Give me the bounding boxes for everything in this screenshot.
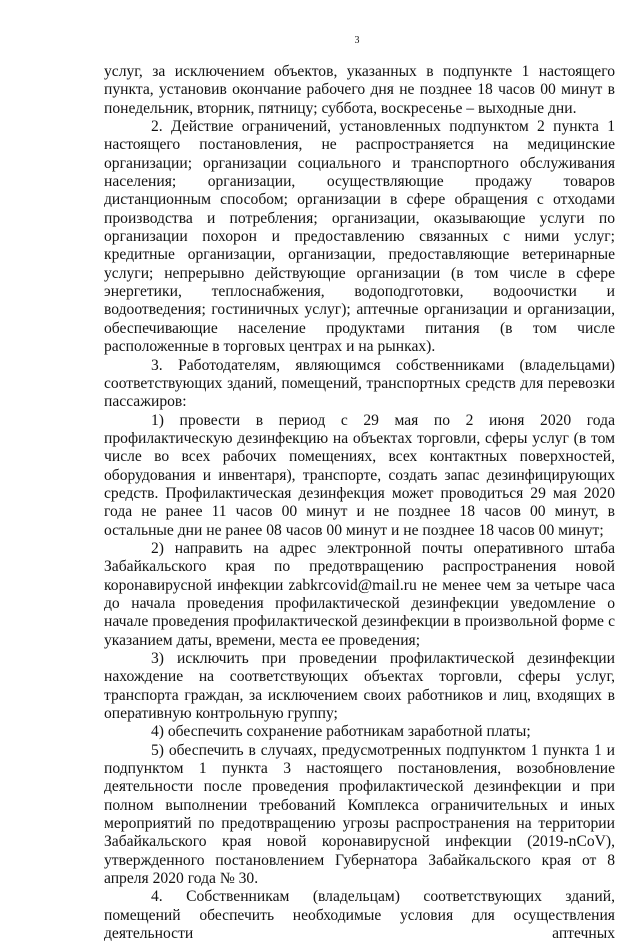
paragraph-item-3: 3. Работодателям, являющимся собственниками (владельцами) соответствующих зданий, помещений, транспортных средств для перевозки пассажиров: bbox=[104, 356, 615, 411]
subparagraph-3-4: 4) обеспечить сохранение работникам заработной платы; bbox=[151, 723, 531, 741]
subparagraph-3-1: 1) провести в период с 29 мая по 2 июня 2020 года профилактическую дезинфекцию на объектах торговли, сферы услуг (в том числе во всех рабочих помещениях, всех контактных поверхностей, оборудования и инвентаря), транспорте, создать запас дезинфицирующих средств. Профилактическая дезинфекция может проводиться 29 мая 2020 года не ранее 11 часов 00 минут и не позднее 18 часов 00 минут, в остальные дни не ранее 08 часов 00 минут и не позднее 18 часов 00 минут; bbox=[104, 411, 615, 539]
subparagraph-3-5: 5) обеспечить в случаях, предусмотренных подпунктом 1 пункта 1 и подпунктом 1 пункта 3 настоящего постановления, возобновление деятельности после проведения профилактической дезинфекции и при полном выполнении требований Комплекса ограничительных и иных мероприятий по предотвращению угрозы распространения на территории Забайкальского края новой коронавирусной инфекции (2019-nCoV), утвержденного постановлением Губернатора Забайкальского края от 8 апреля 2020 года № 30. bbox=[104, 741, 615, 888]
subparagraph-3-3: 3) исключить при проведении профилактической дезинфекции нахождение на соответствующих объектах торговли, сферы услуг, транспорта граждан, за исключением своих работников и лиц, входящих в оперативную контрольную группу; bbox=[104, 650, 615, 723]
page-number: 3 bbox=[354, 35, 360, 46]
paragraph-continuation: услуг, за исключением объектов, указанных в подпункте 1 настоящего пункта, установив окончание рабочего дня не позднее 18 часов 00 минут в понедельник, вторник, пятницу; суббота, воскресенье – выходные дни. bbox=[104, 63, 615, 117]
document-body bbox=[104, 63, 615, 944]
subparagraph-3-2: 2) направить на адрес электронной почты оперативного штаба Забайкальского края по предотвращению распространения новой коронавирусной инфекции zabkrcovid@mail.ru не менее чем за четыре часа до начала проведения профилактической дезинфекции уведомление о начале проведения профилактической дезинфекции в произвольной форме с указанием даты, времени, места ее проведения; bbox=[104, 539, 615, 649]
paragraph-item-2: 2. Действие ограничений, установленных подпунктом 2 пункта 1 настоящего постановления, не распространяется на медицинские организации; организации социального и транспортного обслуживания населения; организации, осуществляющие продажу товаров дистанционным способом; организации в сфере обращения с отходами производства и потребления; организации, оказывающие услуги по организации похорон и предоставлению связанных с ними услуг; кредитные организации, организации, предоставляющие ветеринарные услуги; непрерывно действующие организации (в том числе в сфере энергетики, теплоснабжения, водоподготовки, водоочистки и водоотведения; гостиничных услуг); аптечные организации и организации, обеспечивающие население продуктами питания (в том числе расположенные в торговых центрах и на рынках). bbox=[104, 118, 615, 356]
paragraph-item-4: 4. Собственникам (владельцам) соответствующих зданий, помещений обеспечить необходимые условия для осуществления деятельности аптечных bbox=[104, 888, 615, 943]
